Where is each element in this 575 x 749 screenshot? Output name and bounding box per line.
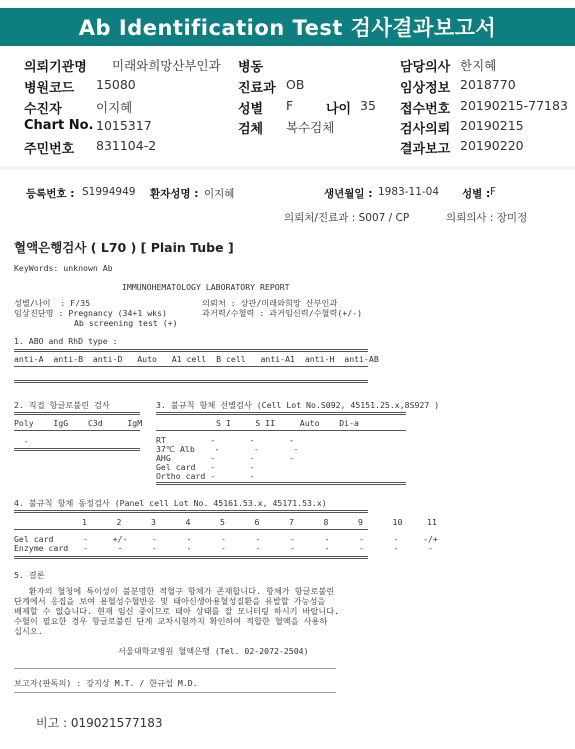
patient-label: 수진자 [24,102,62,117]
sec4-title: 4. 불규칙 항체 동정검사 (Panel cell Lot No. 45161.53.x, 45171.53.x) [14,498,327,508]
sex-value: F [286,98,294,113]
sec3-header: S I S II Auto Di-a [216,418,359,428]
report-title: Ab Identification Test 검사결과보고서 [78,16,497,40]
scanned-report [6,172,568,744]
dob-value: 1983-11-04 [378,186,440,198]
header-row-2 [0,77,575,97]
remarks [36,714,163,731]
sec3-title: 3. 불규칙 항체 선별검사 (Cell Lot No.S092, 45151.25.x,8S927 ) [156,400,440,410]
reporter-top-rule [14,668,336,669]
reg-no-label: 등록번호 : [26,188,75,200]
ward-label: 병동 [238,60,264,75]
clinical-dx-line: 임상진단명 : Pregnancy (34+1 wks) [14,308,167,318]
resident-no-label: 주민번호 [24,142,75,157]
sec1-title: 1. ABO and RhD type : [14,336,118,346]
sex-label: 성별 [238,102,264,117]
conclusion-line: 십시오. [14,626,43,636]
sec3-row: RT - - - [156,435,295,445]
sec4-header: 1 2 3 4 5 6 7 8 9 10 11 [82,517,437,527]
hospital-name-value: 미래와희망산부인과 [112,58,221,73]
sec5-title: 5. 결론 [14,570,45,580]
patient-name-value: 이지혜 [204,188,235,200]
clinical-info-label: 임상정보 [400,81,451,96]
sec4-row: Enzyme card - - - - - - - - - - - [14,543,433,553]
hospital-code-value: 15080 [96,77,136,92]
sec4-bottom-rule [14,556,368,559]
header-row-3 [0,98,575,118]
header-row-1 [0,56,575,76]
section-title: 혈액은행검사 ( L70 ) [ Plain Tube ] [14,240,234,255]
conclusion-line: 환자의 혈청에 특이성이 불분명한 적혈구 항체가 존재합니다. 항체가 항글로불린 [14,586,335,596]
specimen-value: 복수검체 [286,120,335,135]
test-request-value: 20190215 [460,118,524,133]
sec3-mid-rule [156,430,406,431]
header-row-4 [0,118,575,138]
sex-label-report: 성별 : [462,188,491,200]
conclusion-line: 수혈이 필요한 경우 항글로불린 단계 교차시험까지 확인하여 적합한 혈액을 사용하 [14,616,328,626]
sec2-mid-rule [14,430,140,431]
sec2-top-rule [14,412,140,415]
sec3-row: Ortho card - - [156,471,255,481]
test-request-label: 검사의뢰 [400,122,451,137]
accession-label: 접수번호 [400,102,451,117]
sec3-row: Gel card - - [156,462,255,472]
report-title-bar [0,8,575,46]
sec2-bottom-rule [14,448,140,451]
header-row-5 [0,138,575,158]
reporter-bottom-rule [14,692,336,693]
institution-line: 서울대학교병원 혈액은행 (Tel. 02-2072-2504) [118,646,309,656]
age-value: 35 [360,98,376,113]
sex-value-report: F [490,186,497,198]
doctor-line: 의뢰의사 : 장미정 [446,212,528,224]
resident-no-value: 831104-2 [96,138,157,153]
sec2-title: 2. 직접 항글로불린 검사 [14,400,110,410]
dept-value: OB [286,77,305,92]
sec4-row: Gel card - +/- - - - - - - - - -/+ [14,534,438,544]
sec2-header: Poly IgG C3d IgM [14,418,143,428]
remarks-label: 비고 : [36,716,68,730]
sec1-top-rule [14,349,368,352]
sec3-top-rule [156,412,406,415]
sec1-header: anti-A anti-B anti-D Auto A1 cell B cell anti-A1 anti-H anti-AB [14,354,379,364]
chart-no-label: Chart No. [24,118,94,133]
result-report-value: 20190220 [460,138,524,153]
sex-age-line: 성별/나이 : F/35 [14,298,91,308]
hospital-code-label: 병원코드 [24,81,75,96]
dob-label: 생년월일 : [324,188,373,200]
result-report-label: 결과보고 [400,142,451,157]
clinical-dx-line-2: Ab screening test (+) [74,318,178,328]
sec2-value: - [14,436,29,446]
lab-report-title: IMMUNOHEMATOLOGY LABORATORY REPORT [122,282,290,292]
sec4-mid-rule [14,529,368,530]
specimen-label: 검체 [238,122,264,137]
doctor-value: 한지혜 [460,58,497,73]
reporter-line: 보고자(판독의) : 강지상 M.T. / 한규섭 M.D. [14,678,198,688]
requester-line: 의뢰처 : 상관/미래와희망 산부인과 [202,298,338,308]
accession-value: 20190215-77183 [460,98,568,113]
patient-name-label: 환자성명 : [150,188,199,200]
dept-line: 의뢰처/진료과 : S007 / CP [284,212,410,224]
patient-value: 이지혜 [96,100,133,115]
hospital-name-label: 의뢰기관명 [24,60,87,75]
conclusion-line: 배제할 수 없습니다. 현재 임신 중이므로 태아 상태를 잘 모니터링 하시기 바랍니다. [14,606,340,616]
sec3-row: 37℃ Alb - - - [156,444,299,454]
sec1-bottom-rule [14,380,368,383]
age-label: 나이 [326,102,352,117]
sec1-mid-rule [14,366,368,367]
remarks-value: 019021577183 [70,716,163,730]
clinical-info-value: 2018770 [460,77,516,92]
conclusion-line: 단계에서 응집을 보여 용혈성수혈반응 및 태아신생아용혈성질환을 유발할 가능성을 [14,596,326,606]
sec4-top-rule [14,510,368,513]
reg-no-value: S1994949 [82,186,136,198]
dept-label: 진료과 [238,81,276,96]
header-divider [0,166,575,170]
sec3-bottom-rule [156,482,406,485]
history-line: 과거력/수혈력 : 과거임신력/수혈력(+/-) [202,308,363,318]
sec3-row: AHG - - - [156,453,295,463]
keywords: KeyWords: unknown Ab [14,263,113,273]
chart-no-value: 1015317 [96,118,152,133]
doctor-label: 담당의사 [400,60,451,75]
